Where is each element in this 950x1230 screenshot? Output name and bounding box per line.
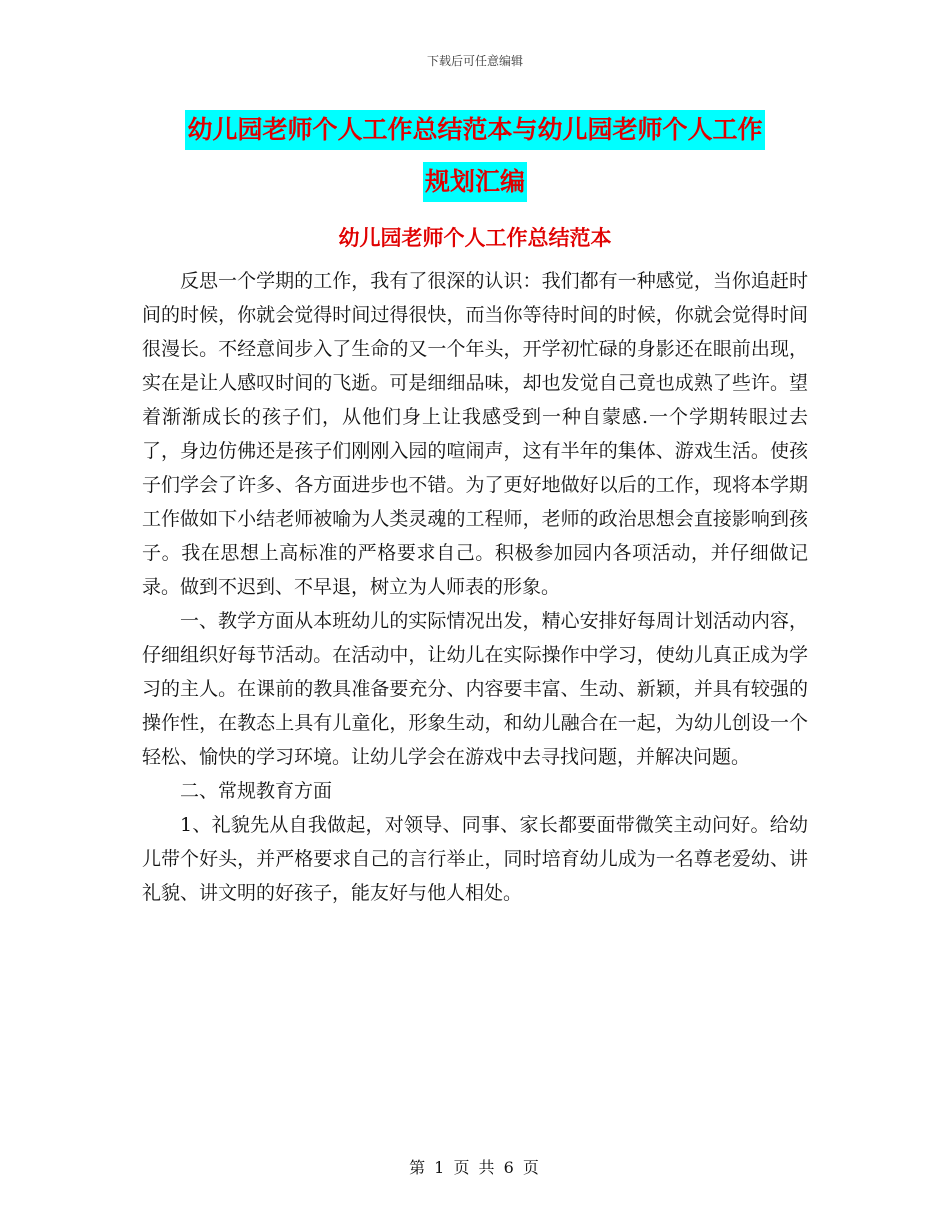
header-note: 下载后可任意编辑 [426,54,523,68]
paragraph-teaching: 一、教学方面从本班幼儿的实际情况出发，精心安排好每周计划活动内容，仔细组织好每节活动。在活动中，让幼儿在实际操作中学习，使幼儿真正成为学习的主人。在课前的教具准备要充分、内容要丰富、生动、新颖，并具有较强的操作性，在教态上具有儿童化，形象生动，和幼儿融合在一起，为幼儿创设一个轻松、愉快的学习环境。让幼儿学会在游戏中去寻找问题，并解决问题。 [142,610,808,768]
document-body [142,264,808,910]
paragraph-routine-heading: 二、常规教育方面 [180,780,333,802]
document-title [0,110,950,214]
document-title-line-1: 幼儿园老师个人工作总结范本与幼儿园老师个人工作 [185,110,764,150]
paragraph-reflection: 反思一个学期的工作，我有了很深的认识：我们都有一种感觉，当你追赶时间的时候，你就会觉得时间过得很快，而当你等待时间的时候，你就会觉得时间很漫长。不经意间步入了生命的又一个年头，开学初忙碌的身影还在眼前出现，实在是让人感叹时间的飞逝。可是细细品味，却也发觉自己竟也成熟了些许。望着渐渐成长的孩子们，从他们身上让我感受到一种自蒙感.一个学期转眼过去了，身边仿佛还是孩子们刚刚入园的喧闹声，这有半年的集体、游戏生活。使孩子们学会了许多、各方面进步也不错。为了更好地做好以后的工作，现将本学期工作做如下小结老师被喻为人类灵魂的工程师，老师的政治思想会直接影响到孩子。我在思想上高标准的严格要求自己。积极参加园内各项活动，并仔细做记录。做到不迟到、不早退，树立为人师表的形象。 [142,270,808,598]
paragraph-courtesy: 1、礼貌先从自我做起，对领导、同事、家长都要面带微笑主动问好。给幼儿带个好头，并严格要求自己的言行举止，同时培育幼儿成为一名尊老爱幼、讲礼貌、讲文明的好孩子，能友好与他人相处。 [142,814,808,904]
section-title: 幼儿园老师个人工作总结范本 [338,225,612,250]
page-footer: 第 1 页 共 6 页 [409,1158,541,1177]
document-title-line-2: 规划汇编 [423,162,527,202]
